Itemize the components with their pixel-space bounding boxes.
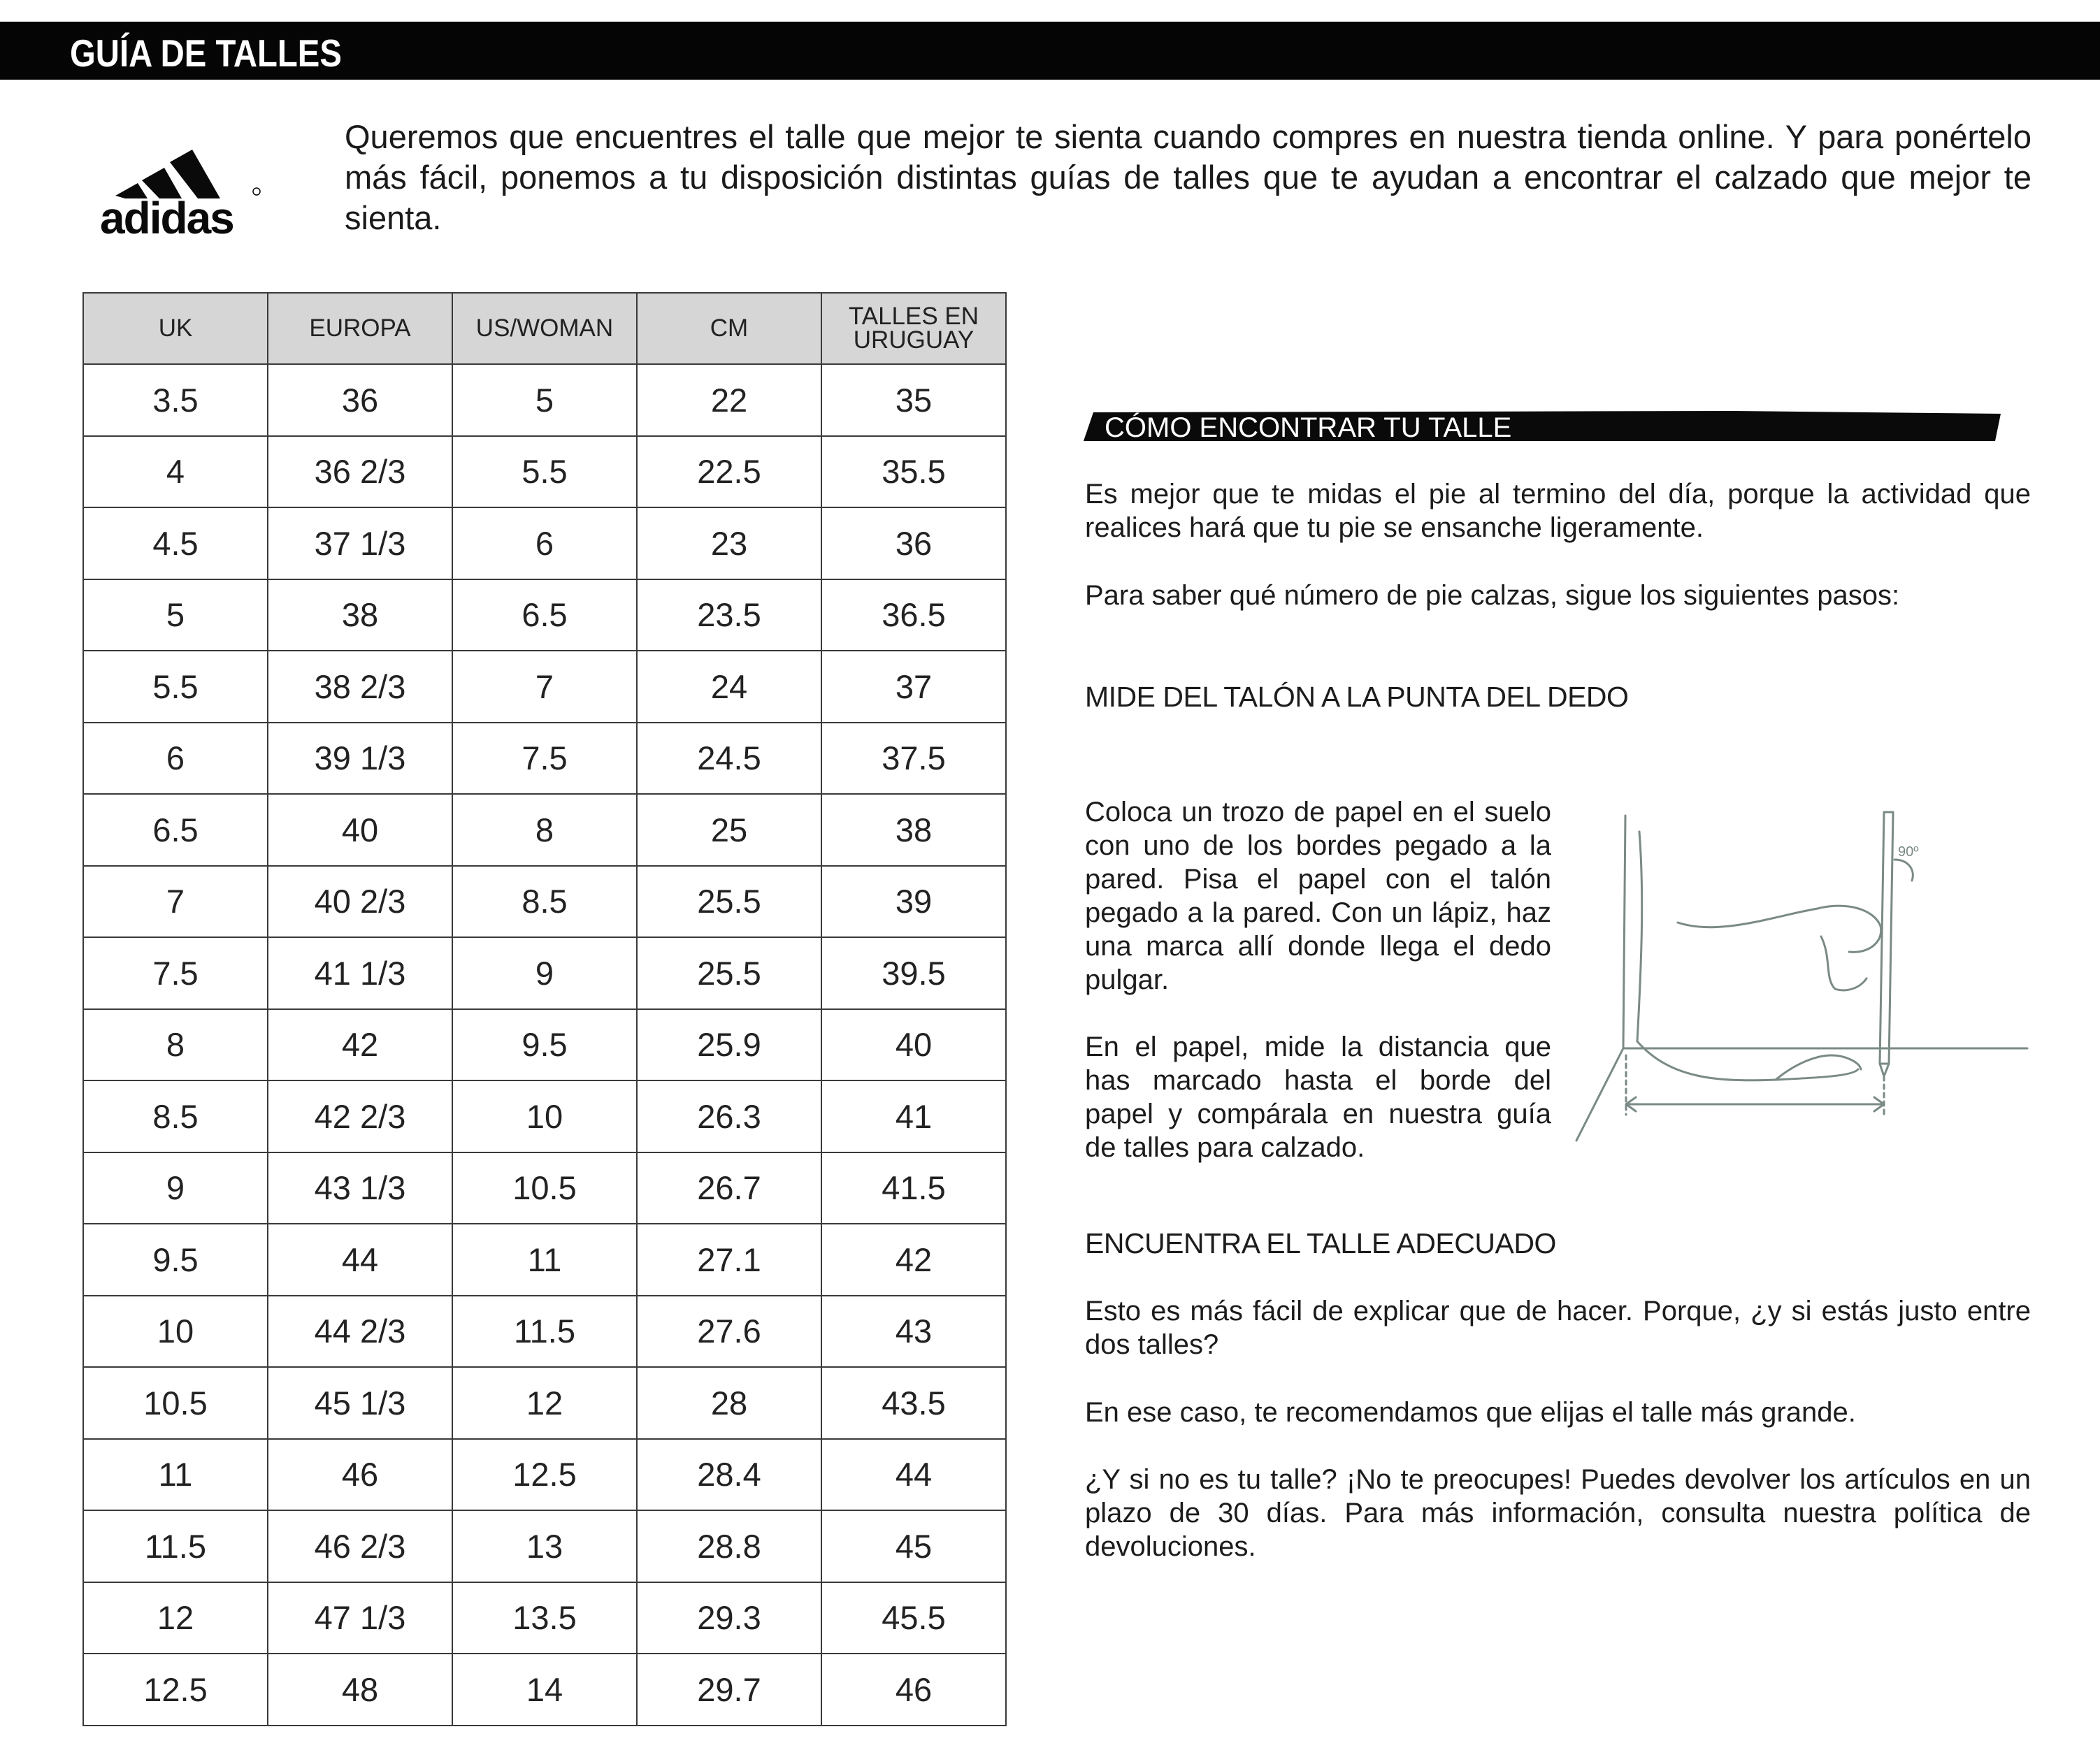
table-cell: 13.5 [452,1582,637,1654]
table-cell: 5 [83,579,268,651]
adidas-three-stripes-icon [94,120,269,246]
step1-title: MIDE DEL TALÓN A LA PUNTA DEL DEDO [1085,681,1629,713]
table-cell: 36 [821,507,1006,579]
table-cell: 25.9 [637,1009,821,1081]
table-cell: 46 [268,1439,452,1511]
table-cell: 12 [452,1367,637,1439]
table-row [83,1510,1006,1582]
table-row [83,794,1006,866]
pencil-tip-icon [1880,1064,1889,1076]
table-cell: 37 1/3 [268,507,452,579]
adidas-wordmark: adidas [100,193,233,243]
table-cell: 35.5 [821,436,1006,508]
table-row [83,436,1006,508]
table-header-row [83,293,1006,364]
step1-paragraph-1: Coloca un trozo de papel en el suelo con uno de los bordes pegado a la pared. Pisa el papel con el talón pegado a la pared. Con un lápiz, haz una marca allí donde llega el dedo pulgar. [1085,797,1551,995]
table-cell: 37 [821,651,1006,723]
table-cell: 24 [637,651,821,723]
table-cell: 42 [268,1009,452,1081]
column-header: UK [83,293,268,364]
table-cell: 11 [83,1439,268,1511]
table-cell: 40 [821,1009,1006,1081]
table-cell: 26.3 [637,1080,821,1152]
table-cell: 37.5 [821,723,1006,795]
table-cell: 7 [452,651,637,723]
table-cell: 9.5 [83,1224,268,1296]
table-cell: 39.5 [821,937,1006,1009]
table-cell: 46 [821,1654,1006,1726]
table-cell: 9 [452,937,637,1009]
table-cell: 27.6 [637,1296,821,1368]
table-cell: 36.5 [821,579,1006,651]
table-cell: 45 [821,1510,1006,1582]
table-cell: 44 [821,1439,1006,1511]
table-cell: 12 [83,1582,268,1654]
table-cell: 42 [821,1224,1006,1296]
table-row [83,1367,1006,1439]
toes-outline [1776,1055,1861,1080]
table-cell: 12.5 [452,1439,637,1511]
table-cell: 29.7 [637,1654,821,1726]
table-cell: 39 1/3 [268,723,452,795]
foot-measure-illustration [1566,804,2041,1146]
step2-title: ENCUENTRA EL TALLE ADECUADO [1085,1227,1556,1259]
table-cell: 29.3 [637,1582,821,1654]
guide-paragraph-2: Para saber qué número de pie calzas, sigue los siguientes pasos: [1085,580,1900,611]
guide-paragraph-1: Es mejor que te midas el pie al termino del día, porque la actividad que realices hará que tu pie se ensanche ligeramente. [1085,479,2031,543]
table-cell: 43.5 [821,1367,1006,1439]
foot-sole-outline [1637,1041,1858,1080]
size-table [82,292,1007,1726]
angle-arc-icon [1894,860,1913,881]
table-cell: 8 [452,794,637,866]
table-cell: 6.5 [83,794,268,866]
table-cell: 11 [452,1224,637,1296]
angle-label: 90º [1898,844,1919,860]
table-row [83,364,1006,436]
table-cell: 7 [83,866,268,938]
table-cell: 41.5 [821,1152,1006,1224]
step2-paragraph-3: ¿Y si no es tu talle? ¡No te preocupes! Puedes devolver los artículos en un plazo de 30 días. Para más información, consulta nuestra política de devoluciones. [1085,1464,2031,1562]
table-cell: 11.5 [83,1510,268,1582]
table-cell: 44 2/3 [268,1296,452,1368]
page-title: GUÍA DE TALLES [70,31,342,75]
step1-paragraph-2: En el papel, mide la distancia que has marcado hasta el borde del papel y compárala en nuestra guía de talles para calzado. [1085,1032,1551,1163]
leg-outline [1637,832,1642,1041]
table-cell: 25.5 [637,866,821,938]
table-cell: 39 [821,866,1006,938]
column-header: CM [637,293,821,364]
table-cell: 38 [268,579,452,651]
table-row [83,1224,1006,1296]
table-cell: 45 1/3 [268,1367,452,1439]
table-cell: 13 [452,1510,637,1582]
table-cell: 44 [268,1224,452,1296]
table-cell: 6.5 [452,579,637,651]
table-cell: 22.5 [637,436,821,508]
table-cell: 43 [821,1296,1006,1368]
table-cell: 8 [83,1009,268,1081]
table-cell: 41 [821,1080,1006,1152]
table-cell: 38 2/3 [268,651,452,723]
table-row [83,1080,1006,1152]
column-header: US/WOMAN [452,293,637,364]
table-cell: 5 [452,364,637,436]
table-cell: 4.5 [83,507,268,579]
table-cell: 40 [268,794,452,866]
table-cell: 42 2/3 [268,1080,452,1152]
table-cell: 6 [83,723,268,795]
table-cell: 11.5 [452,1296,637,1368]
table-cell: 8.5 [452,866,637,938]
table-cell: 25 [637,794,821,866]
table-cell: 40 2/3 [268,866,452,938]
table-cell: 36 2/3 [268,436,452,508]
table-cell: 24.5 [637,723,821,795]
table-row [83,1439,1006,1511]
hand-arm-line [1678,909,1818,927]
table-cell: 25.5 [637,937,821,1009]
table-row [83,937,1006,1009]
table-cell: 8.5 [83,1080,268,1152]
table-cell: 9 [83,1152,268,1224]
table-row [83,1654,1006,1726]
table-cell: 12.5 [83,1654,268,1726]
table-cell: 3.5 [83,364,268,436]
step2-paragraph-1: Esto es más fácil de explicar que de hacer. Porque, ¿y si estás justo entre dos talles? [1085,1296,2031,1360]
table-cell: 36 [268,364,452,436]
column-header: TALLES EN URUGUAY [821,293,1006,364]
table-cell: 35 [821,364,1006,436]
pencil-icon [1880,812,1893,1064]
table-row [83,1009,1006,1081]
table-cell: 9.5 [452,1009,637,1081]
table-cell: 7.5 [83,937,268,1009]
section-title: CÓMO ENCONTRAR TU TALLE [1105,412,1512,443]
table-row [83,1582,1006,1654]
table-row [83,579,1006,651]
table-cell: 38 [821,794,1006,866]
table-cell: 22 [637,364,821,436]
size-table-body [83,364,1006,1726]
table-cell: 27.1 [637,1224,821,1296]
table-cell: 26.7 [637,1152,821,1224]
table-cell: 48 [268,1654,452,1726]
table-row [83,1296,1006,1368]
table-cell: 28.8 [637,1510,821,1582]
table-cell: 23.5 [637,579,821,651]
table-cell: 46 2/3 [268,1510,452,1582]
table-row [83,866,1006,938]
table-cell: 10 [83,1296,268,1368]
intro-text: Queremos que encuentres el talle que mejor te sienta cuando compres en nuestra tienda online. Y para ponértelo más fácil, ponemos a tu disposición distintas guías de talles que te ayudan a encontrar el calzado que mejor te sienta. [345,118,2031,236]
table-cell: 7.5 [452,723,637,795]
table-row [83,1152,1006,1224]
finger-outline [1821,937,1867,990]
table-cell: 4 [83,436,268,508]
table-cell: 10.5 [452,1152,637,1224]
table-cell: 45.5 [821,1582,1006,1654]
table-cell: 47 1/3 [268,1582,452,1654]
table-row [83,651,1006,723]
table-cell: 23 [637,507,821,579]
brand-logo [94,120,269,246]
hand-outline [1818,906,1881,952]
table-cell: 28.4 [637,1439,821,1511]
wall-line-icon [1576,816,1625,1141]
step2-paragraph-2: En ese caso, te recomendamos que elijas el talle más grande. [1085,1397,1856,1428]
column-header: EUROPA [268,293,452,364]
table-cell: 10.5 [83,1367,268,1439]
table-cell: 28 [637,1367,821,1439]
table-cell: 5.5 [83,651,268,723]
table-row [83,507,1006,579]
table-cell: 5.5 [452,436,637,508]
table-cell: 6 [452,507,637,579]
table-cell: 41 1/3 [268,937,452,1009]
section-banner [1084,410,2001,442]
table-cell: 10 [452,1080,637,1152]
table-cell: 14 [452,1654,637,1726]
table-cell: 43 1/3 [268,1152,452,1224]
table-row [83,723,1006,795]
